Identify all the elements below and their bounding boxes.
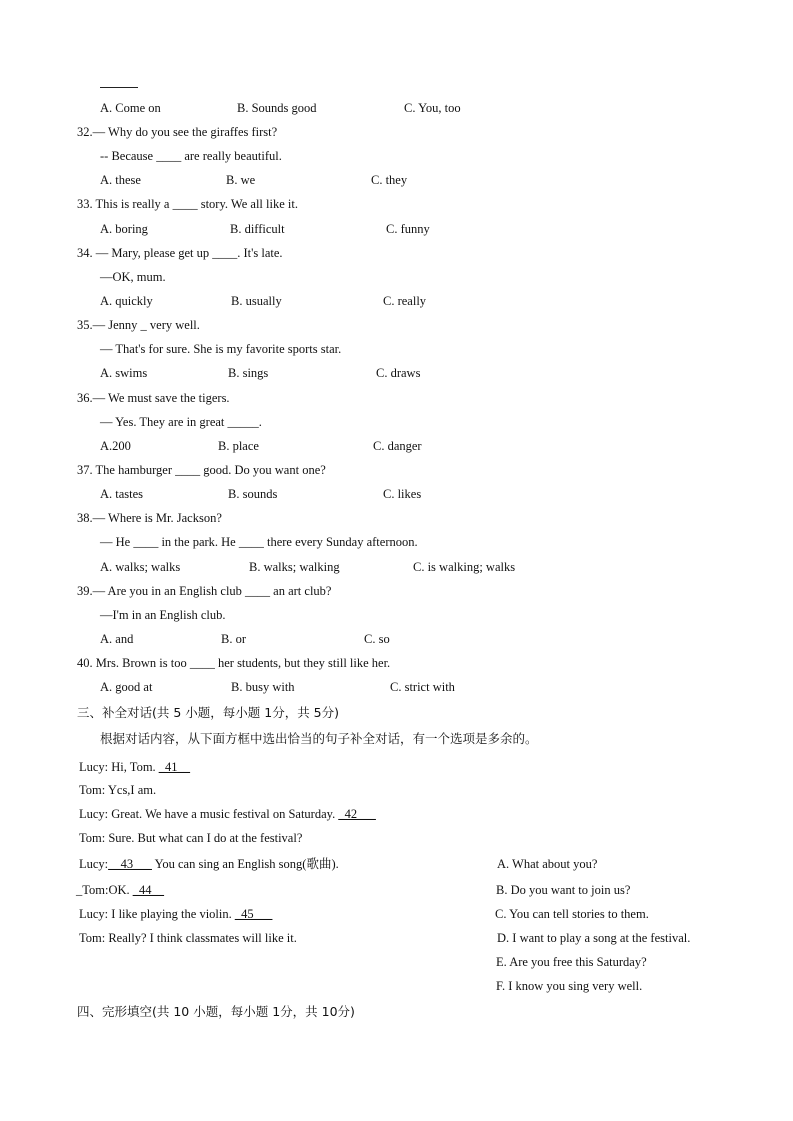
- q35-option-a: A. swims: [100, 366, 148, 380]
- q37-option-c: C. likes: [383, 487, 422, 501]
- q32-option-a: A. these: [100, 173, 141, 187]
- blank-44: _44__: [132, 883, 165, 897]
- q39-option-c: C. so: [364, 632, 390, 646]
- q32-option-c: C. they: [371, 173, 408, 187]
- q34-reply: —OK, mum.: [100, 270, 166, 284]
- blank-42: _42___: [338, 807, 376, 821]
- q35-reply: — That's for sure. She is my favorite sports star.: [100, 342, 342, 356]
- q36-reply: — Yes. They are in great _____.: [100, 415, 262, 429]
- q33-option-b: B. difficult: [230, 222, 285, 236]
- q40-option-b: B. busy with: [231, 680, 295, 694]
- q35-stem: 35.— Jenny _ very well.: [77, 318, 200, 332]
- blank-41: _41__: [158, 760, 191, 774]
- q32-stem: 32.— Why do you see the giraffes first?: [77, 125, 278, 139]
- q40-stem: 40. Mrs. Brown is too ____ her students, but they still like her.: [77, 656, 391, 670]
- choice-b: B. Do you want to join us?: [496, 883, 631, 897]
- q36-option-c: C. danger: [373, 439, 422, 453]
- blank-43: __43___: [108, 857, 152, 871]
- q34-option-c: C. really: [383, 294, 427, 308]
- q36-option-b: B. place: [218, 439, 259, 453]
- choice-c: C. You can tell stories to them.: [495, 907, 649, 921]
- q32-reply: -- Because ____ are really beautiful.: [100, 149, 282, 163]
- q33-option-c: C. funny: [386, 222, 430, 236]
- choice-f: F. I know you sing very well.: [496, 979, 643, 993]
- q37-stem: 37. The hamburger ____ good. Do you want one?: [77, 463, 326, 477]
- dialogue-line-8: Tom: Really? I think classmates will like it.: [79, 931, 297, 945]
- q31-option-c: C. You, too: [404, 101, 461, 115]
- dialogue-line-6: _Tom:OK. _44__: [76, 883, 165, 897]
- dialogue-line-7: Lucy: I like playing the violin. _45___: [79, 907, 273, 921]
- q32-option-b: B. we: [226, 173, 256, 187]
- dialogue-line-5: Lucy:__43___ You can sing an English song(歌曲).: [79, 857, 339, 871]
- q34-option-a: A. quickly: [100, 294, 153, 308]
- q38-reply: — He ____ in the park. He ____ there every Sunday afternoon.: [100, 535, 418, 549]
- section-3-instruction: 根据对话内容，从下面方框中选出恰当的句子补全对话，有一个选项是多余的。: [100, 731, 538, 746]
- q40-option-a: A. good at: [100, 680, 153, 694]
- dialogue-line-3: Lucy: Great. We have a music festival on Saturday. _42___: [79, 807, 376, 821]
- q33-option-a: A. boring: [100, 222, 148, 236]
- choice-d: D. I want to play a song at the festival.: [497, 931, 691, 945]
- q31-option-a: A. Come on: [100, 101, 161, 115]
- q40-option-c: C. strict with: [390, 680, 455, 694]
- q34-stem: 34. — Mary, please get up ____. It's late.: [77, 246, 283, 260]
- section-4-title: 四、完形填空(共 10 小题，每小题 1分，共 10分): [77, 1004, 355, 1019]
- q38-option-a: A. walks; walks: [100, 560, 181, 574]
- q39-reply: —I'm in an English club.: [100, 608, 226, 622]
- q38-option-c: C. is walking; walks: [413, 560, 516, 574]
- q35-option-c: C. draws: [376, 366, 421, 380]
- dialogue-line-4: Tom: Sure. But what can I do at the festival?: [79, 831, 303, 845]
- q36-stem: 36.— We must save the tigers.: [77, 391, 230, 405]
- q39-stem: 39.— Are you in an English club ____ an art club?: [77, 584, 332, 598]
- choice-a: A. What about you?: [497, 857, 598, 871]
- q38-option-b: B. walks; walking: [249, 560, 340, 574]
- section-3-title: 三、补全对话(共 5 小题，每小题 1分，共 5分): [77, 705, 340, 720]
- q35-option-b: B. sings: [228, 366, 269, 380]
- q39-option-b: B. or: [221, 632, 246, 646]
- q34-option-b: B. usually: [231, 294, 282, 308]
- q33-stem: 33. This is really a ____ story. We all like it.: [77, 197, 298, 211]
- blank-45: _45___: [234, 907, 273, 921]
- choice-e: E. Are you free this Saturday?: [496, 955, 647, 969]
- q39-option-a: A. and: [100, 632, 134, 646]
- q36-option-a: A.200: [100, 439, 131, 453]
- dialogue-line-2: Tom: Ycs,I am.: [79, 783, 157, 797]
- q31-option-b: B. Sounds good: [237, 101, 317, 115]
- q38-stem: 38.— Where is Mr. Jackson?: [77, 511, 222, 525]
- q37-option-b: B. sounds: [228, 487, 278, 501]
- answer-blank-line: [100, 87, 138, 88]
- q37-option-a: A. tastes: [100, 487, 144, 501]
- dialogue-line-1: Lucy: Hi, Tom. _41__: [79, 760, 191, 774]
